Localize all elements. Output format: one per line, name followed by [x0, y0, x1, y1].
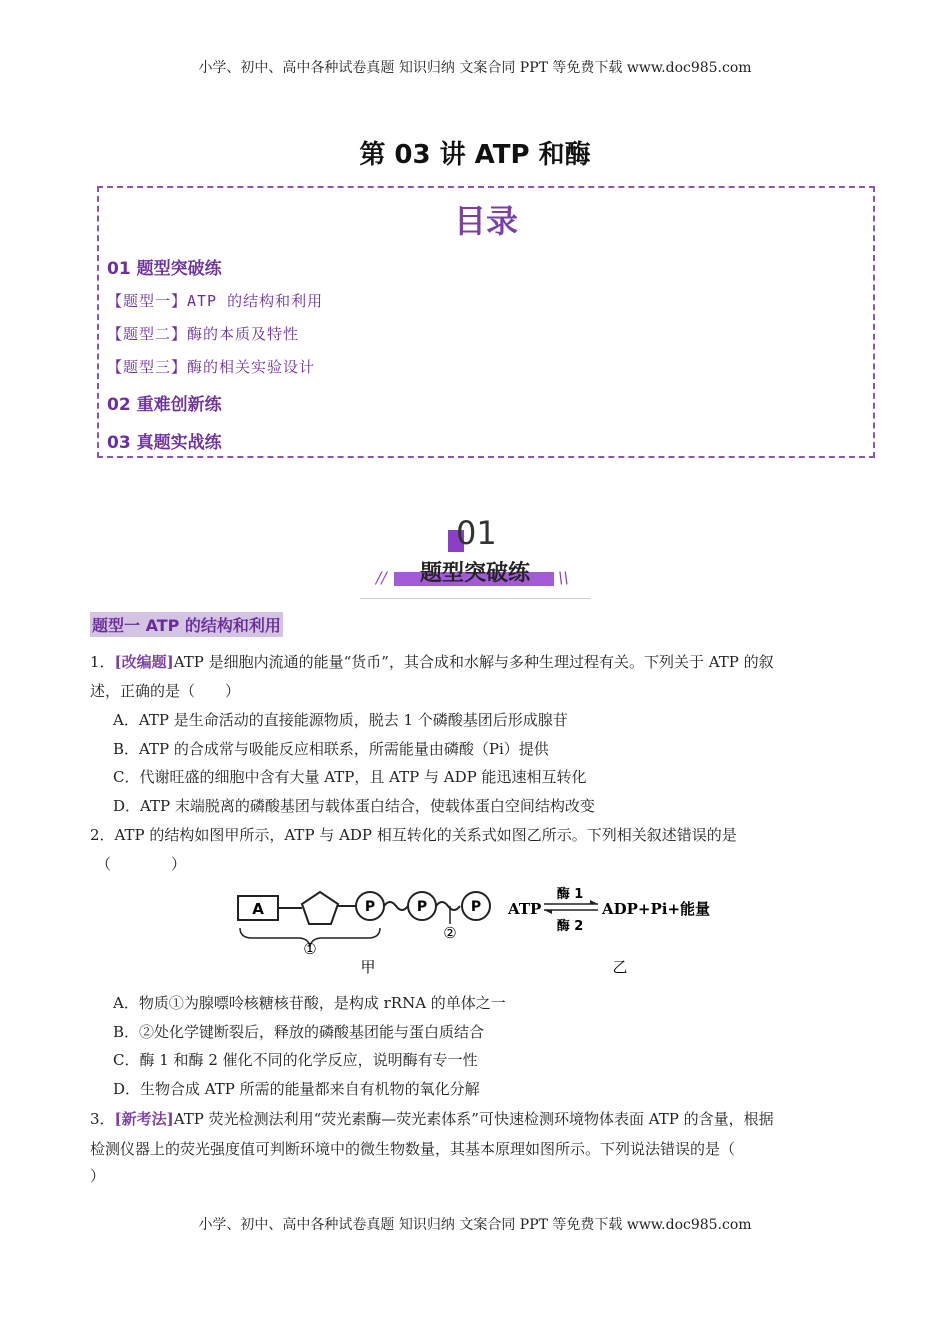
option[interactable]: A．ATP 是生命活动的直接能源物质，脱去 1 个磷酸基团后形成腺苷 [113, 711, 568, 729]
enzyme-2-label: 酶 2 [556, 919, 584, 934]
type-heading: 题型一 ATP 的结构和利用 [90, 612, 283, 637]
section-label: 题型突破练 [419, 561, 530, 586]
question-tag: [新考法] [114, 1110, 174, 1128]
question-3-stem-end: ） [90, 1167, 106, 1185]
page-header: 小学、初中、高中各种试卷真题 知识归纳 文案合同 PPT 等免费下载 www.doc985.com [198, 60, 752, 76]
badge-slash-left: // [376, 568, 387, 587]
option[interactable]: D．生物合成 ATP 所需的能量都来自有机物的氧化分解 [113, 1080, 480, 1098]
label-1: ① [303, 940, 317, 958]
adenine-label: A [252, 900, 264, 918]
enzyme-1-label: 酶 1 [556, 887, 584, 902]
toc-item[interactable]: 【题型三】酶的相关实验设计 [107, 358, 316, 376]
atp-label: ATP [508, 900, 542, 918]
question-3-stem: 3．[新考法]ATP 荧光检测法利用“荧光素酶—荧光素体系”可快速检测环境物体表面 ATP 的含量，根据 [90, 1110, 774, 1128]
question-1-stem-cont: 述，正确的是（ ） [90, 682, 241, 700]
figure-jia-label: 甲 [360, 958, 376, 976]
high-energy-bond [384, 902, 408, 910]
option[interactable]: D．ATP 末端脱离的磷酸基团与载体蛋白结合，使载体蛋白空间结构改变 [113, 797, 595, 815]
phosphate-label: P [470, 899, 482, 915]
option[interactable]: C．酶 1 和酶 2 催化不同的化学反应，说明酶有专一性 [113, 1051, 478, 1069]
phosphate-label: P [364, 899, 376, 915]
atp-structure-figure [232, 880, 732, 980]
toc-item[interactable]: 【题型一】ATP 的结构和利用 [107, 292, 324, 310]
section-badge [360, 510, 590, 600]
page-footer: 小学、初中、高中各种试卷真题 知识归纳 文案合同 PPT 等免费下载 www.doc985.com [198, 1217, 752, 1233]
reverse-arrowhead [544, 910, 552, 914]
high-energy-bond [436, 902, 460, 910]
question-2-stem-cont: （ ） [96, 855, 187, 873]
section-number: 01 [456, 514, 497, 552]
products-label: ADP+Pi+能量 [602, 900, 711, 918]
label-2: ② [443, 924, 457, 942]
forward-arrowhead [590, 900, 598, 904]
question-1-stem: 1．[改编题]ATP 是细胞内流通的能量“货币”，其合成和水解与多种生理过程有关。下列关于 ATP 的叙 [90, 653, 774, 671]
question-tag: [改编题] [114, 653, 174, 671]
toc-item[interactable]: 01 题型突破练 [107, 259, 222, 279]
toc-item[interactable]: 03 真题实战练 [107, 433, 222, 453]
option[interactable]: B．ATP 的合成常与吸能反应相联系，所需能量由磷酸（Pi）提供 [113, 740, 549, 758]
option[interactable]: B．②处化学键断裂后，释放的磷酸基团能与蛋白质结合 [113, 1023, 485, 1041]
question-2-stem: 2．ATP 的结构如图甲所示，ATP 与 ADP 相互转化的关系式如图乙所示。下列相关叙述错误的是 [90, 826, 737, 844]
badge-slash-right: \\ [558, 568, 569, 587]
figure-yi-label: 乙 [612, 958, 628, 976]
toc-item[interactable]: 02 重难创新练 [107, 395, 222, 415]
toc-heading: 目录 [453, 202, 518, 240]
option[interactable]: A．物质①为腺嘌呤核糖核苷酸，是构成 rRNA 的单体之一 [113, 994, 506, 1012]
table-of-contents [97, 186, 875, 458]
toc-item[interactable]: 【题型二】酶的本质及特性 [107, 325, 300, 343]
question-3-stem-cont: 检测仪器上的荧光强度值可判断环境中的微生物数量，其基本原理如图所示。下列说法错误的是（ [90, 1140, 736, 1158]
option[interactable]: C．代谢旺盛的细胞中含有大量 ATP，且 ATP 与 ADP 能迅速相互转化 [113, 768, 587, 786]
phosphate-label: P [416, 899, 428, 915]
document-title: 第 03 讲 ATP 和酶 [359, 140, 591, 170]
badge-divider [360, 598, 590, 599]
ribose-pentagon [302, 892, 338, 924]
